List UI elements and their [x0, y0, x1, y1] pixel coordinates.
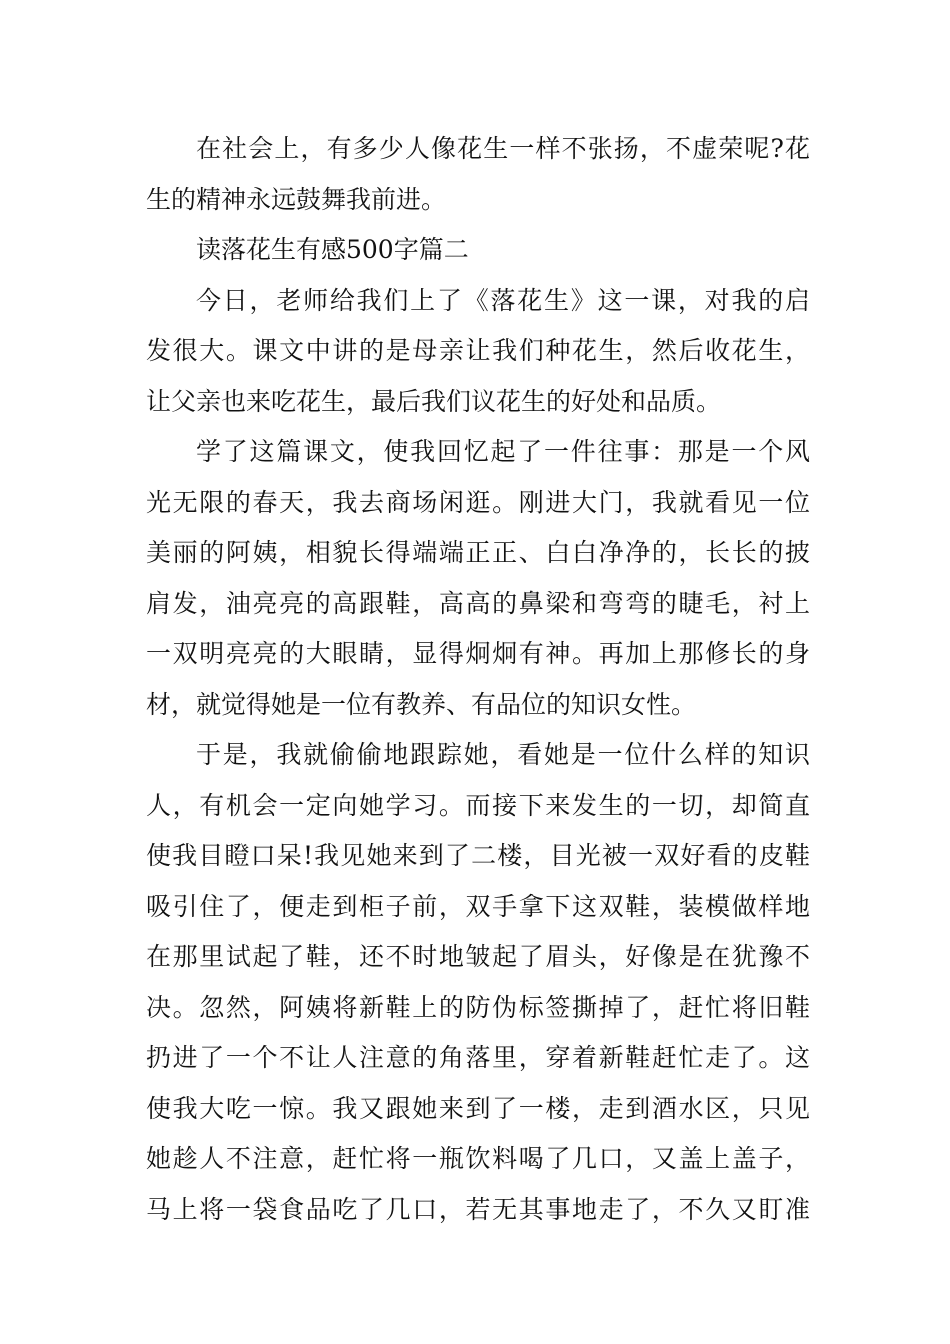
- paragraph-2: [146, 276, 810, 428]
- text-line: 让父亲也来吃花生，最后我们议花生的好处和品质。: [146, 386, 722, 416]
- text-line: 光无限的春天，我去商场闲逛。刚进大门，我就看见一位: [146, 487, 810, 517]
- text-line: 一双明亮亮的大眼睛，显得炯炯有神。再加上那修长的身: [146, 639, 810, 668]
- paragraph-3: [146, 427, 810, 730]
- text-line: 她趁人不注意，赶忙将一瓶饮料喝了几口，又盖上盖子，: [146, 1144, 810, 1173]
- text-line: 今日，老师给我们上了《落花生》这一课，对我的启: [196, 285, 810, 315]
- text-line: 人，有机会一定向她学习。而接下来发生的一切，却简直: [146, 790, 810, 820]
- heading-text: 读落花生有感500字篇二: [196, 235, 469, 264]
- text-line: 于是，我就偷偷地跟踪她，看她是一位什么样的知识: [196, 740, 810, 769]
- paragraph-1: [146, 124, 810, 225]
- document-body: [146, 124, 810, 1235]
- text-line: 扔进了一个不让人注意的角落里，穿着新鞋赶忙走了。这: [146, 1043, 810, 1072]
- text-line: 发很大。课文中讲的是母亲让我们种花生，然后收花生，: [146, 336, 810, 365]
- text-line: 使我大吃一惊。我又跟她来到了一楼，走到酒水区，只见: [146, 1093, 810, 1123]
- text-line: 马上将一袋食品吃了几口，若无其事地走了，不久又盯准: [146, 1194, 810, 1224]
- section-heading: [146, 225, 810, 276]
- text-line: 美丽的阿姨，相貌长得端端正正、白白净净的，长长的披: [146, 538, 810, 567]
- text-line: 学了这篇课文，使我回忆起了一件往事：那是一个风: [196, 437, 810, 466]
- text-line: 吸引住了，便走到柜子前，双手拿下这双鞋，装模做样地: [146, 891, 810, 921]
- text-line: 决。忽然，阿姨将新鞋上的防伪标签撕掉了，赶忙将旧鞋: [146, 992, 810, 1022]
- text-line: 在社会上，有多少人像花生一样不张扬，不虚荣呢?花: [196, 134, 810, 163]
- text-line: 肩发，油亮亮的高跟鞋，高高的鼻梁和弯弯的睫毛，衬上: [146, 588, 810, 618]
- text-line: 材，就觉得她是一位有教养、有品位的知识女性。: [146, 689, 697, 719]
- text-line: 生的精神永远鼓舞我前进。: [146, 184, 447, 214]
- paragraph-4: [146, 730, 810, 1235]
- text-line: 使我目瞪口呆!我见她来到了二楼，目光被一双好看的皮鞋: [146, 841, 810, 870]
- text-line: 在那里试起了鞋，还不时地皱起了眉头，好像是在犹豫不: [146, 942, 810, 971]
